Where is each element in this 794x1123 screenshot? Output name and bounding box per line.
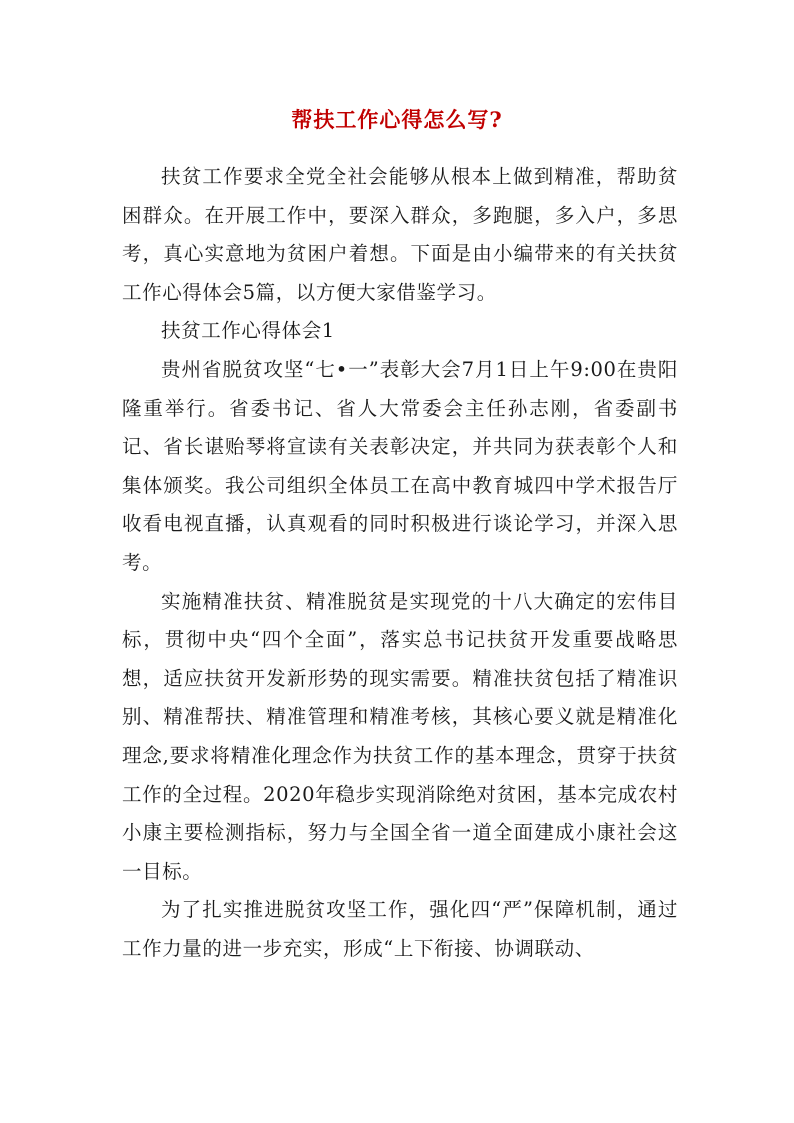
section-heading: 扶贫工作心得体会1 bbox=[161, 319, 335, 343]
body-paragraph-1: 贵州省脱贫攻坚“七•一”表彰大会7月1日上午9:00在贵阳隆重举行。省委书记、省人大常委会主任孙志刚，省委副书记、省长谌贻琴将宣读有关表彰决定，并共同为获表彰个人和集体颁奖。我公司组织全体员工在高中教育城四中学术报告厅收看电视直播，认真观看的同时积极进行谈论学习，并深入思考。 bbox=[122, 357, 678, 574]
intro-paragraph: 扶贫工作要求全党全社会能够从根本上做到精准，帮助贫困群众。在开展工作中，要深入群众，多跑腿，多入户，多思考，真心实意地为贫困户着想。下面是由小编带来的有关扶贫工作心得体会5篇，以方便大家借鉴学习。 bbox=[122, 165, 678, 304]
body-paragraph-3: 为了扎实推进脱贫攻坚工作，强化四“严”保障机制，通过工作力量的进一步充实，形成“上下衔接、协调联动、 bbox=[122, 898, 678, 960]
body-paragraph-2: 实施精准扶贫、精准脱贫是实现党的十八大确定的宏伟目标，贯彻中央“四个全面”，落实总书记扶贫开发重要战略思想，适应扶贫开发新形势的现实需要。精准扶贫包括了精准识别、精准帮扶、精准管理和精准考核，其核心要义就是精准化理念,要求将精准化理念作为扶贫工作的基本理念，贯穿于扶贫工作的全过程。2020年稳步实现消除绝对贫困，基本完成农村小康主要检测指标，努力与全国全省一道全面建成小康社会这一目标。 bbox=[122, 589, 678, 883]
document-title: 帮扶工作心得怎么写? bbox=[291, 107, 503, 132]
document-body bbox=[122, 158, 678, 968]
